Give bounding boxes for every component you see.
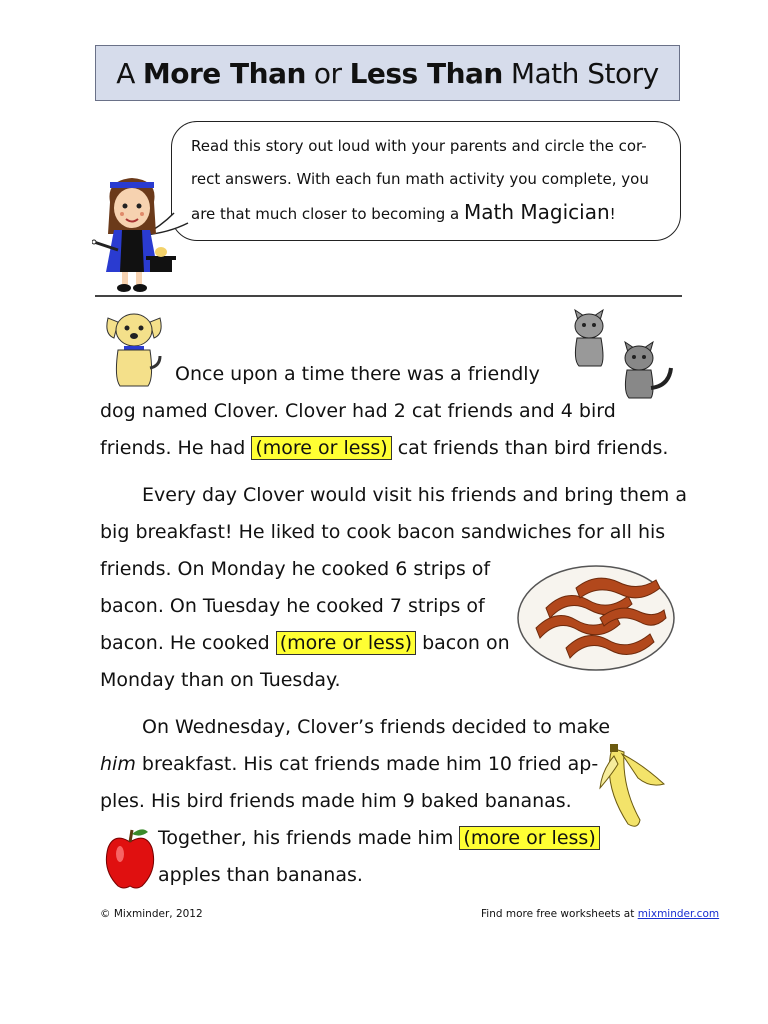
story-line: ples. His bird friends made him 9 baked bananas.	[100, 790, 572, 812]
section-divider	[95, 295, 682, 297]
answer-choice-highlight[interactable]: (more or less)	[276, 631, 416, 655]
story-text-segment: breakfast. His cat friends made him 10 fried ap-	[135, 753, 599, 775]
intro-text-segment: !	[609, 205, 616, 223]
intro-text	[191, 130, 671, 231]
story-line: big breakfast! He liked to cook bacon sandwiches for all his	[100, 521, 666, 543]
story-text-segment: bacon. He cooked	[100, 632, 276, 654]
copyright-text: © Mixminder, 2012	[100, 908, 203, 920]
bacon-plate-icon	[516, 558, 676, 672]
cats-icon	[565, 302, 680, 402]
story-emphasis: him	[100, 753, 136, 775]
story-line: bacon. On Tuesday he cooked 7 strips of	[100, 595, 485, 617]
intro-line	[191, 196, 671, 231]
story-text-segment: friends. He had	[100, 437, 252, 459]
girl-magician-icon	[92, 172, 182, 294]
dog-icon	[104, 308, 164, 390]
mixminder-link[interactable]: mixminder.com	[637, 908, 720, 920]
intro-text-segment: are that much closer to becoming a	[191, 205, 465, 223]
title-or: or	[313, 56, 342, 90]
title-math-story: Math Story	[510, 56, 659, 90]
title-word-a: A	[116, 56, 135, 90]
page-title	[95, 45, 680, 101]
answer-choice-highlight[interactable]: (more or less)	[459, 826, 599, 850]
title-more-than: More Than	[142, 56, 306, 90]
story-line	[100, 632, 510, 654]
footer-more-worksheets	[481, 908, 719, 920]
story-line: Monday than on Tuesday.	[100, 669, 341, 691]
answer-choice-highlight[interactable]: (more or less)	[251, 436, 391, 460]
story-line	[158, 827, 600, 849]
story-text-segment: bacon on	[416, 632, 510, 654]
story-line: dog named Clover. Clover had 2 cat friends and 4 bird	[100, 400, 616, 422]
intro-line: rect answers. With each fun math activity you complete, you	[191, 170, 649, 188]
story-line: Every day Clover would visit his friends and bring them a	[142, 484, 687, 506]
story-text-segment: cat friends than bird friends.	[391, 437, 669, 459]
banana-icon	[598, 744, 668, 830]
story-text-segment: Together, his friends made him	[158, 827, 460, 849]
intro-line: Read this story out loud with your parents and circle the cor-	[191, 137, 647, 155]
story-line	[100, 437, 668, 459]
title-less-than: Less Than	[349, 56, 503, 90]
story-line: Once upon a time there was a friendly	[175, 363, 540, 385]
apple-icon	[104, 826, 156, 890]
math-magician-text: Math Magician	[464, 200, 610, 224]
footer-text: Find more free worksheets at	[481, 908, 638, 920]
story-line	[100, 753, 598, 775]
story-line: apples than bananas.	[158, 864, 363, 886]
story-line: friends. On Monday he cooked 6 strips of	[100, 558, 491, 580]
story-line: On Wednesday, Clover’s friends decided to make	[142, 716, 611, 738]
